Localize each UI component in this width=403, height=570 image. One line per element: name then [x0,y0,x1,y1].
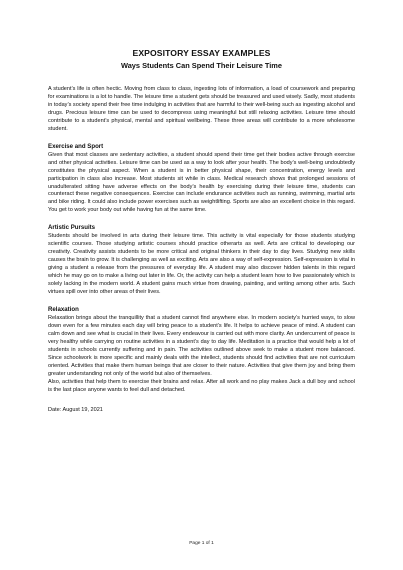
intro-paragraph: A student’s life is often hectic. Moving from class to class, ingesting lots of information, a load of coursework and preparing for examinations is a lot to handle. The leisure time a student gets should be treasured and used wisely. Sadly, most students in today’s society spend their free time indulging in activities that are harmful to their well-being such as ingesting alcohol and drugs. Precious leisure time can be used to decompress using meaningful but still relaxing activities. Leisure time should contribute to a student’s physical, mental and spiritual wellbeing. These three areas will contribute to a more wholesome student. [48,86,355,132]
document-subtitle: Ways Students Can Spend Their Leisure Time [121,61,282,70]
section-body-relaxation: Relaxation brings about the tranquillity that a student cannot find anywhere else. In modern society’s hurried ways, to slow down even for a few minutes each day will bring peace to a student’s life. It helps to achieve peace of mind. A student can calm down and see what is crucial in their lives. Every endeavour is carried out with more clarity. An undercurrent of peace is very healthy while carrying on routine activities in a student’s day to day life. Meditation is a practice that would help a lot of students in schools currently suffering and in pain. The activities outlined above seek to make a student more balanced. Since schoolwork is more specific and mainly deals with the intellect, students should find activities that are not curriculum oriented. Activities that make them human beings that are closer to their nature. Activities that give them joy and bring them greater understanding not only of the world but also of themselves. [48,314,355,377]
section-heading-exercise: Exercise and Sport [48,142,104,150]
document-content [48,48,355,414]
section-body-exercise: Given that most classes are sedentary activities, a student should spend their time get their bodies active through exercise and other physical activities. Leisure time can be used as a way to look after your health. The body’s well-being undoubtedly constitutes the physical aspect. When a student is in better physical shape, their concentration, energy levels and participation in class also increase. Most students sit while in class. Medical research shows that prolonged sessions of unadulterated sitting have adverse effects on the body’s health by exercising during their leisure time, students can counteract these negative consequences. Exercise can include endurance activities such as running, swimming, martial arts and bike riding. It could also include power exercises such as weightlifting. Sports are also an excellent choice in this regard. You get to work your body out while having fun at the same time. [48,151,355,214]
document-date: Date: August 19, 2021 [48,406,103,413]
section-heading-artistic: Artistic Pursuits [48,224,96,232]
section-heading-relaxation: Relaxation [48,305,79,313]
document-title: EXPOSITORY ESSAY EXAMPLES [132,48,271,58]
section-extra-relaxation: Also, activities that help them to exercise their brains and relax. After all work and no play makes Jack a dull boy and school is the last place anyone wants to feel dull and detached. [48,378,355,393]
page-footer: Page 1 of 1 [189,541,214,546]
section-body-artistic: Students should be involved in arts during their leisure time. This activity is vital especially for those students studying scientific courses. Those studying artistic courses should practice otherarts as well. Arts are critical to developing our creativity. Creativity assists students to be more critical and original thinkers in their day to day lives. Studying new skills causes the brain to grow. It is challenging as well as exciting. Arts are also a way of self-expression. Self-expression is vital in giving a student a release from the pressures of everyday life. A student may also discover hidden talents in this regard which he may go on to make a living out later in life. Or, the activity can help a student learn how to live passionately which is solely lacking in the modern world. A student gains much virtue from drawing, painting, and writing among other arts. Such virtues spill over into other areas of their lives. [48,233,355,296]
